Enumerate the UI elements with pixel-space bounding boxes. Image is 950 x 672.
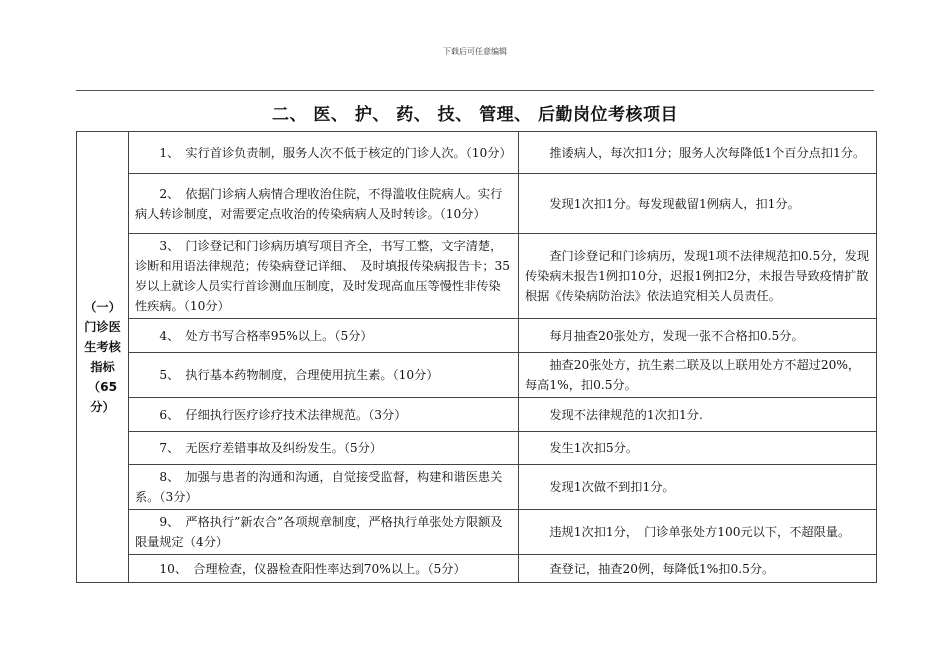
criterion-cell: 4、 处方书写合格率95%以上。（5分） [129,319,519,353]
criterion-cell: 8、 加强与患者的沟通和沟通，自觉接受监督，构建和谐医患关系。（3分） [129,465,519,510]
table-row [77,319,877,353]
assessment-table [76,131,877,583]
scoring-cell: 违规1次扣1分， 门诊单张处方100元以下，不超限量。 [519,510,877,555]
table-row [77,234,877,319]
table-row [77,465,877,510]
page-title: 二、 医、 护、 药、 技、 管理、 后勤岗位考核项目 [271,105,678,125]
table-row [77,132,877,174]
criterion-cell: 1、 实行首诊负责制，服务人次不低于核定的门诊人次。（10分） [129,132,519,174]
category-cell: （一）门诊医生考核指标（65分） [77,132,129,583]
scoring-cell: 发现1次扣1分。每发现截留1例病人，扣1分。 [519,174,877,234]
criterion-cell: 9、 严格执行”新农合”各项规章制度，严格执行单张处方限额及限量规定（4分） [129,510,519,555]
table-row [77,510,877,555]
table-row [77,353,877,398]
scoring-cell: 查门诊登记和门诊病历，发现1项不法律规范扣0.5分，发现传染病未报告1例扣10分，迟报1例扣2分，未报告导致疫情扩散根据《传染病防治法》依法追究相关人员责任。 [519,234,877,319]
criterion-cell: 5、 执行基本药物制度，合理使用抗生素。（10分） [129,353,519,398]
criterion-cell: 10、 合理检查，仪器检查阳性率达到70%以上。（5分） [129,555,519,583]
scoring-cell: 发现1次做不到扣1分。 [519,465,877,510]
scoring-cell: 推诿病人，每次扣1分；服务人次每降低1个百分点扣1分。 [519,132,877,174]
criterion-cell: 3、 门诊登记和门诊病历填写项目齐全，书写工整，文字清楚，诊断和用语法律规范；传染病登记详细、 及时填报传染病报告卡；35岁以上就诊人员实行首诊测血压制度，及时发现高血压等慢性非传染性疾病。（10分） [129,234,519,319]
scoring-cell: 抽查20张处方，抗生素二联及以上联用处方不超过20%，每高1%，扣0.5分。 [519,353,877,398]
table-row [77,174,877,234]
table-row [77,398,877,432]
scoring-cell: 发生1次扣5分。 [519,432,877,465]
scoring-cell: 每月抽查20张处方，发现一张不合格扣0.5分。 [519,319,877,353]
scoring-cell: 发现不法律规范的1次扣1分. [519,398,877,432]
criterion-cell: 6、 仔细执行医疗诊疗技术法律规范。（3分） [129,398,519,432]
scoring-cell: 查登记，抽查20例，每降低1%扣0.5分。 [519,555,877,583]
criterion-cell: 2、 依据门诊病人病情合理收治住院，不得滥收住院病人。实行病人转诊制度，对需要定点收治的传染病病人及时转诊。（10分） [129,174,519,234]
header-rule [76,90,874,91]
table-row [77,432,877,465]
table-row [77,555,877,583]
header-note: 下载后可任意编辑 [443,47,507,56]
criterion-cell: 7、 无医疗差错事故及纠纷发生。（5分） [129,432,519,465]
